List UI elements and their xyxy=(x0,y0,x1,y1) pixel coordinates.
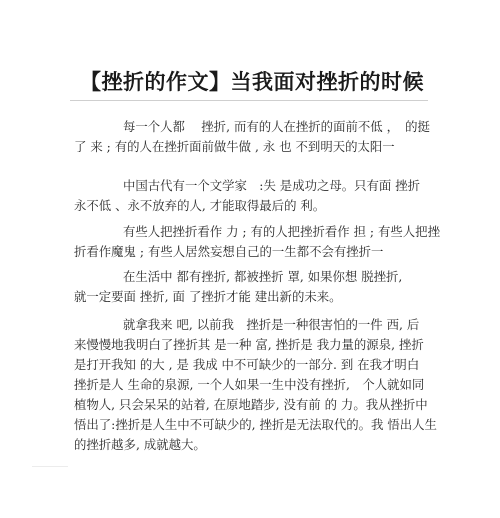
paragraph-line: 来慢慢地我明白了挫折其 是一种 富, 挫折是 我力量的源泉, 挫折 xyxy=(74,337,424,352)
paragraph-1 xyxy=(74,117,430,157)
paragraph-line: 植物人, 只会呆呆的站着, 在原地踏步, 没有前 的 力。我从挫折中 xyxy=(74,397,428,412)
paragraph-line: 挫折是人 生命的泉源, 一个人如果一生中没有挫折, 个人就如同 xyxy=(74,377,425,392)
paragraph-3 xyxy=(74,222,440,262)
paragraph-line: 悟出了:挫折是人生中不可缺少的, 挫折是无法取代的。我 悟出人生 xyxy=(74,417,437,432)
paragraph-line: 了 来 ; 有的人在挫折面前做牛做 , 永 也 不到明天的太阳一 xyxy=(74,139,395,154)
paragraph-line: 的挫折越多, 成就越大。 xyxy=(74,437,206,452)
paragraph-line: 就拿我来 吧, 以前我 挫折是一种很害怕的一件 西, 后 xyxy=(123,317,420,332)
paragraph-line: 中国古代有一个文学家 :失 是成功之母。只有面 挫折 xyxy=(123,178,421,193)
paragraph-line: 是打开我知 的大 , 是 我成 中不可缺少的一部分. 到 在我才明白 xyxy=(74,357,420,372)
title-divider xyxy=(70,100,428,101)
footer-divider xyxy=(32,466,68,467)
paragraph-line: 每一个人都 挫折, 而有的人在挫折的面前不低 ， 的挺 xyxy=(123,119,430,134)
paragraph-line: 有些人把挫折看作 力 ; 有的人把挫折看作 担 ; 有些人把挫 xyxy=(123,224,440,239)
paragraph-4 xyxy=(74,267,426,307)
paragraph-line: 就一定要面 挫折, 面 了挫折才能 建出新的未来。 xyxy=(74,289,342,304)
paragraph-line: 在生活中 都有挫折, 都被挫折 罩, 如果你想 脱挫折, xyxy=(123,269,403,284)
article-title: 【挫折的作文】当我面对挫折的时候 xyxy=(80,69,424,94)
paragraph-2 xyxy=(74,176,426,216)
paragraph-line: 折看作魔鬼 ; 有些人居然妄想自己的一生都不会有挫折一 xyxy=(74,244,384,259)
paragraph-5 xyxy=(74,315,437,455)
paragraph-line: 永不低 、永不放弃的人, 才能取得最后的 利。 xyxy=(74,198,326,213)
